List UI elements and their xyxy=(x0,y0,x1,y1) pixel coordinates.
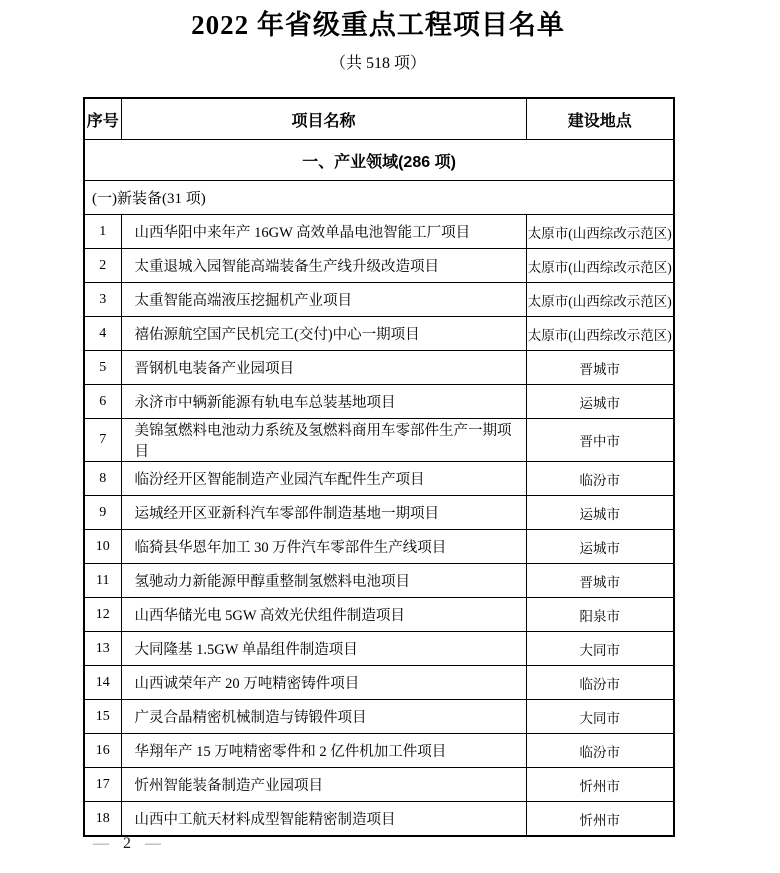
table-row xyxy=(84,496,674,530)
table-row xyxy=(84,802,674,837)
row-number-cell: 12 xyxy=(84,598,121,632)
page-number-footer xyxy=(93,833,161,855)
row-number-cell: 15 xyxy=(84,700,121,734)
table-row xyxy=(84,632,674,666)
location-cell: 大同市 xyxy=(526,700,674,734)
location-cell: 太原市(山西综改示范区) xyxy=(526,215,674,249)
subsection-header-row xyxy=(84,181,674,215)
footer-left-dash: — xyxy=(93,835,109,852)
table-row xyxy=(84,734,674,768)
row-number-cell: 16 xyxy=(84,734,121,768)
table-row xyxy=(84,283,674,317)
location-cell: 运城市 xyxy=(526,496,674,530)
table-body xyxy=(84,215,674,837)
section-header: 一、产业领域(286 项) xyxy=(84,140,674,181)
project-name-cell: 晋钢机电装备产业园项目 xyxy=(121,351,526,385)
table-row xyxy=(84,768,674,802)
project-name-cell: 氢驰动力新能源甲醇重整制氢燃料电池项目 xyxy=(121,564,526,598)
project-name-cell: 山西华储光电 5GW 高效光伏组件制造项目 xyxy=(121,598,526,632)
table-row xyxy=(84,385,674,419)
table-row xyxy=(84,462,674,496)
project-table xyxy=(83,97,675,837)
project-name-cell: 山西中工航天材料成型智能精密制造项目 xyxy=(121,802,526,837)
project-name-cell: 华翔年产 15 万吨精密零件和 2 亿件机加工件项目 xyxy=(121,734,526,768)
row-number-cell: 14 xyxy=(84,666,121,700)
row-number-cell: 2 xyxy=(84,249,121,283)
page-subtitle: （共 518 项） xyxy=(329,55,426,72)
row-number-cell: 5 xyxy=(84,351,121,385)
page-title: 2022 年省级重点工程项目名单 xyxy=(191,10,565,40)
project-name-cell: 禧佑源航空国产民机完工(交付)中心一期项目 xyxy=(121,317,526,351)
location-cell: 忻州市 xyxy=(526,768,674,802)
footer-page-number: 2 xyxy=(123,835,131,852)
location-cell: 忻州市 xyxy=(526,802,674,837)
location-cell: 临汾市 xyxy=(526,666,674,700)
project-name-cell: 山西华阳中来年产 16GW 高效单晶电池智能工厂项目 xyxy=(121,215,526,249)
table-row xyxy=(84,666,674,700)
row-number-cell: 8 xyxy=(84,462,121,496)
location-cell: 晋城市 xyxy=(526,564,674,598)
project-name-cell: 临汾经开区智能制造产业园汽车配件生产项目 xyxy=(121,462,526,496)
row-number-cell: 11 xyxy=(84,564,121,598)
project-name-cell: 永济市中辆新能源有轨电车总装基地项目 xyxy=(121,385,526,419)
row-number-cell: 10 xyxy=(84,530,121,564)
project-name-cell: 山西诚荣年产 20 万吨精密铸件项目 xyxy=(121,666,526,700)
table-row xyxy=(84,530,674,564)
location-cell: 临汾市 xyxy=(526,462,674,496)
table-header-row xyxy=(84,98,674,140)
location-cell: 大同市 xyxy=(526,632,674,666)
table-row xyxy=(84,700,674,734)
location-cell: 阳泉市 xyxy=(526,598,674,632)
subsection-header: (一)新装备(31 项) xyxy=(84,181,674,215)
project-name-cell: 忻州智能装备制造产业园项目 xyxy=(121,768,526,802)
project-name-cell: 运城经开区亚新科汽车零部件制造基地一期项目 xyxy=(121,496,526,530)
location-cell: 太原市(山西综改示范区) xyxy=(526,317,674,351)
column-header-number: 序号 xyxy=(84,98,121,140)
project-name-cell: 太重智能高端液压挖掘机产业项目 xyxy=(121,283,526,317)
row-number-cell: 7 xyxy=(84,419,121,462)
table-row xyxy=(84,598,674,632)
row-number-cell: 1 xyxy=(84,215,121,249)
table-row xyxy=(84,215,674,249)
project-name-cell: 广灵合晶精密机械制造与铸锻件项目 xyxy=(121,700,526,734)
project-name-cell: 美锦氢燃料电池动力系统及氢燃料商用车零部件生产一期项目 xyxy=(121,419,526,462)
row-number-cell: 17 xyxy=(84,768,121,802)
row-number-cell: 18 xyxy=(84,802,121,837)
location-cell: 晋中市 xyxy=(526,419,674,462)
project-name-cell: 太重退城入园智能高端装备生产线升级改造项目 xyxy=(121,249,526,283)
table-row xyxy=(84,564,674,598)
location-cell: 运城市 xyxy=(526,385,674,419)
location-cell: 运城市 xyxy=(526,530,674,564)
location-cell: 太原市(山西综改示范区) xyxy=(526,283,674,317)
row-number-cell: 9 xyxy=(84,496,121,530)
project-name-cell: 大同隆基 1.5GW 单晶组件制造项目 xyxy=(121,632,526,666)
row-number-cell: 13 xyxy=(84,632,121,666)
footer-right-dash: — xyxy=(145,835,161,852)
location-cell: 晋城市 xyxy=(526,351,674,385)
table-row xyxy=(84,249,674,283)
column-header-project-name: 项目名称 xyxy=(121,98,526,140)
table-row xyxy=(84,317,674,351)
table-row xyxy=(84,419,674,462)
location-cell: 太原市(山西综改示范区) xyxy=(526,249,674,283)
row-number-cell: 4 xyxy=(84,317,121,351)
row-number-cell: 6 xyxy=(84,385,121,419)
row-number-cell: 3 xyxy=(84,283,121,317)
location-cell: 临汾市 xyxy=(526,734,674,768)
section-header-row xyxy=(84,140,674,181)
project-name-cell: 临猗县华恩年加工 30 万件汽车零部件生产线项目 xyxy=(121,530,526,564)
table-row xyxy=(84,351,674,385)
column-header-location: 建设地点 xyxy=(526,98,674,140)
